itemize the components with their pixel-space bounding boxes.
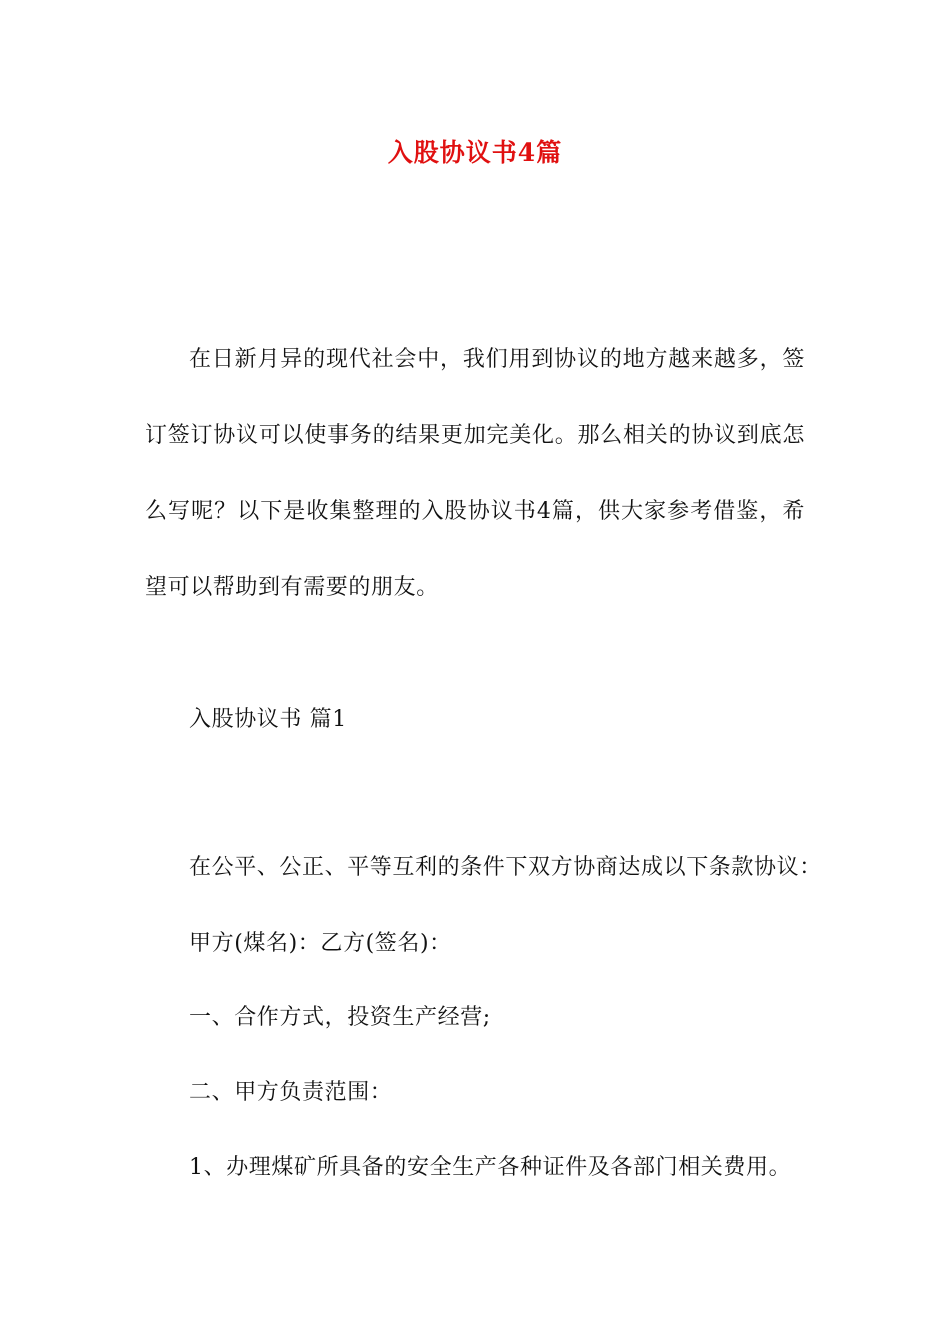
body-paragraph: 二、甲方负责范围：	[189, 1080, 393, 1105]
intro-paragraph: 在日新月异的现代社会中，我们用到协议的地方越来越多，签订签订协议可以使事务的结果更加完美化。那么相关的协议到底怎么写呢？以下是收集整理的入股协议书4篇，供大家参考借鉴，希望可以帮助到有需要的朋友。	[145, 347, 805, 600]
body-paragraph: 甲方(煤名)：乙方(签名)：	[189, 931, 452, 956]
body-paragraph: 一、合作方式，投资生产经营;	[189, 1005, 491, 1030]
section-heading: 入股协议书 篇1	[189, 707, 347, 732]
document-title: 入股协议书4篇	[387, 138, 563, 167]
body-paragraph: 1、办理煤矿所具备的安全生产各种证件及各部门相关费用。	[189, 1155, 792, 1180]
body-paragraph: 在公平、公正、平等互利的条件下双方协商达成以下条款协议：	[189, 855, 822, 880]
